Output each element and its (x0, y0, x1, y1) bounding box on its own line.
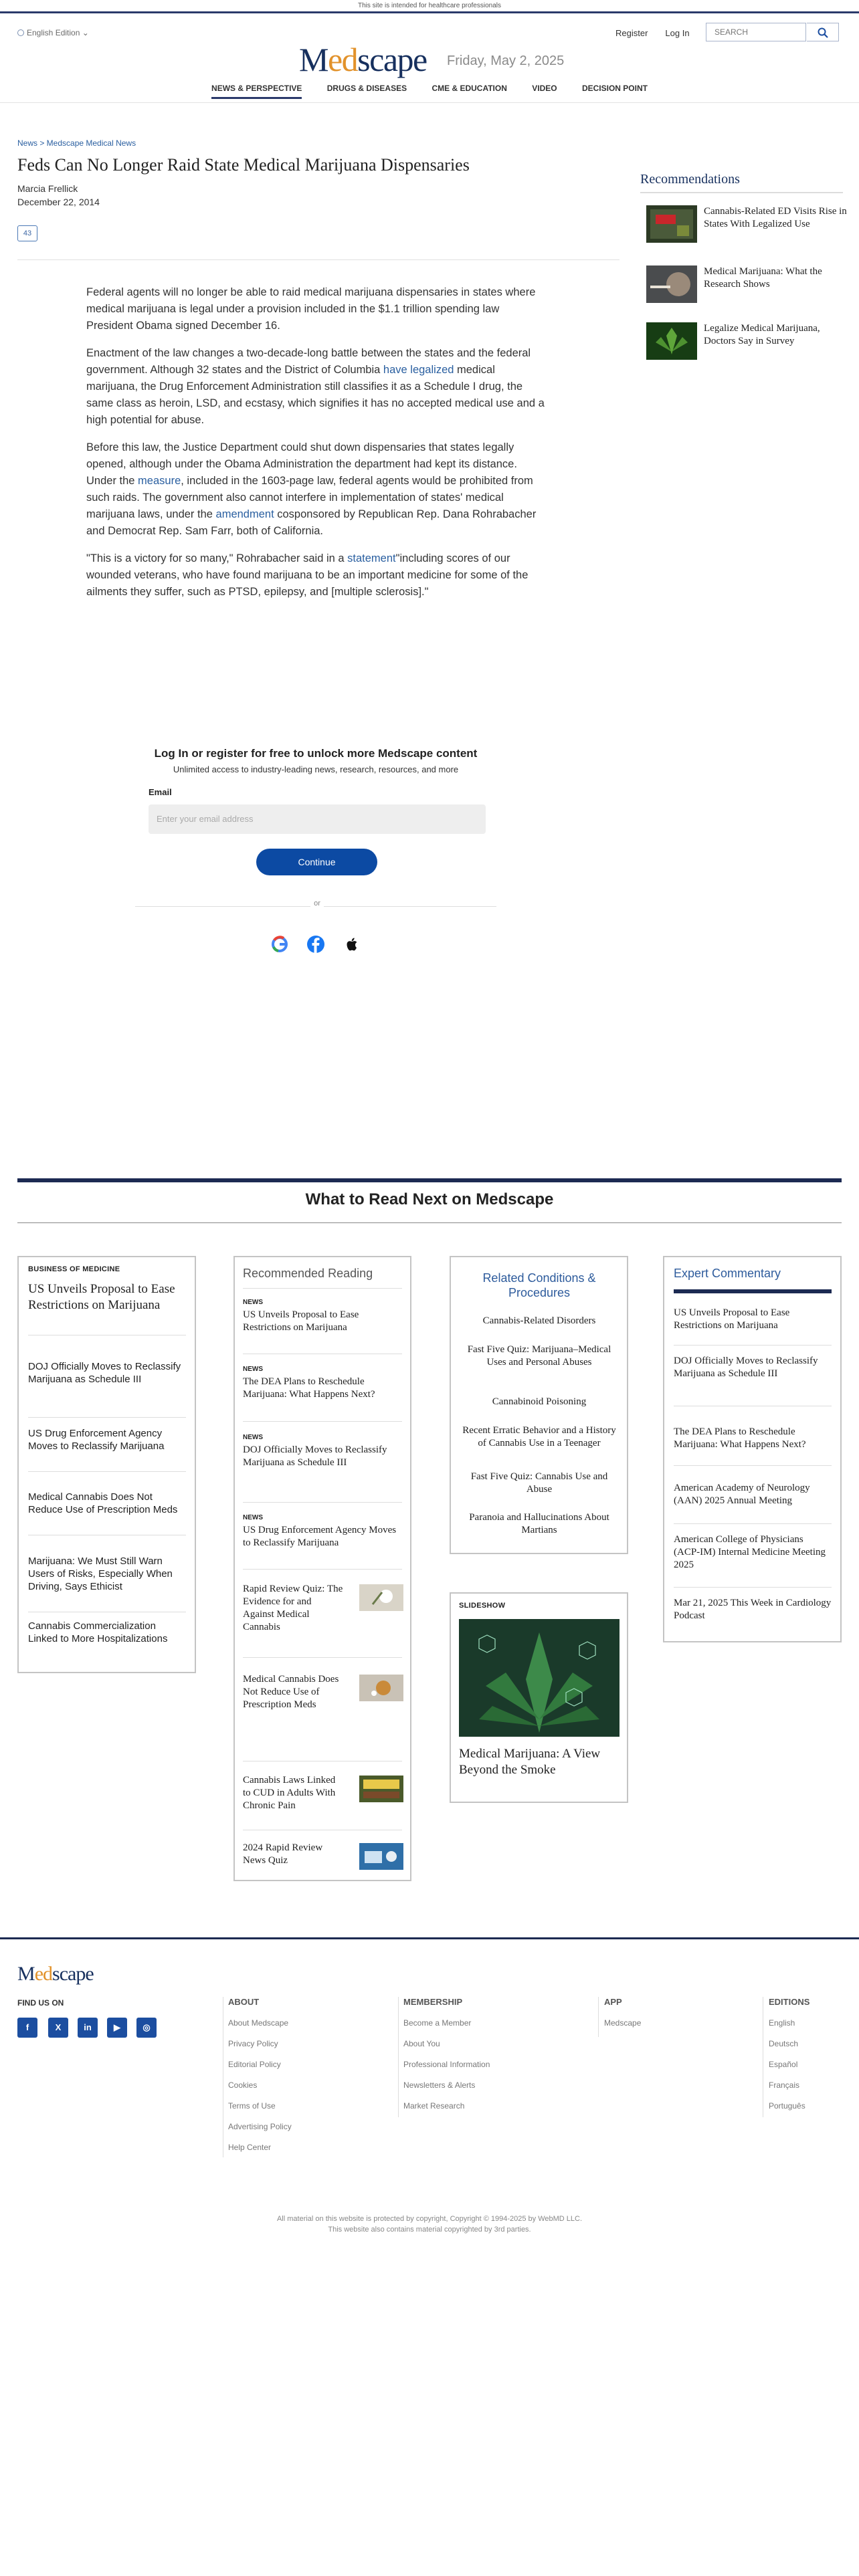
read-next-title: What to Read Next on Medscape (305, 1190, 554, 1208)
divider (640, 192, 843, 193)
divider (598, 1997, 599, 2037)
recommendation-title: Legalize Medical Marijuana, Doctors Say in Survey (704, 323, 820, 346)
email-label: Email (149, 787, 172, 797)
footer-link[interactable]: Português (769, 2101, 805, 2111)
header-date: Friday, May 2, 2025 (447, 53, 565, 68)
ed-sign-thumbnail (646, 205, 697, 243)
footer-link[interactable]: Terms of Use (228, 2101, 276, 2111)
recommendations-title: Recommendations (640, 172, 740, 187)
footer-link[interactable]: About Medscape (228, 2018, 289, 2028)
or-separator: or (310, 899, 324, 907)
recommended-reading-column (233, 1256, 411, 1881)
news-title: US Unveils Proposal to Ease Restrictions on Marijuana (243, 1309, 359, 1333)
copyright-line: All material on this website is protected by copyright, Copyright © 1994-2025 by WebMD LLC. (276, 2215, 583, 2223)
news-item[interactable] (243, 1514, 402, 1549)
edition-links (769, 2013, 805, 2117)
paragraph-4: "This is a victory for so many," Rohrabacher said in a statement"including scores of our wounded veterans, who have found marijuana to be an important medicine for some of the ailments they suffer, such as PTSD, epilepsy, and [multiple sclerosis]." (86, 552, 529, 598)
news-item[interactable] (243, 1434, 402, 1469)
copyright-line: This website also contains material copyrighted by 3rd parties. (328, 2226, 531, 2234)
nav-drugs[interactable]: DRUGS & DISEASES (326, 84, 407, 93)
statement-link[interactable]: statement (347, 552, 396, 564)
editions-heading: EDITIONS (769, 1997, 810, 2007)
nav-cme[interactable]: CME & EDUCATION (432, 84, 507, 93)
divider (674, 1465, 832, 1466)
commentary-link[interactable]: The DEA Plans to Reschedule Marijuana: What Happens Next? (674, 1426, 806, 1450)
about-links (228, 2013, 292, 2158)
divider (243, 1288, 402, 1289)
login-link[interactable]: Log In (665, 28, 690, 38)
news-title: US Drug Enforcement Agency Moves to Reclassify Marijuana (243, 1525, 397, 1548)
footer-link[interactable]: Professional Information (403, 2060, 490, 2069)
story-link[interactable]: US Drug Enforcement Agency Moves to Reclassify Marijuana (28, 1428, 165, 1452)
paywall-fade (67, 609, 575, 682)
footer-link[interactable]: Market Research (403, 2101, 465, 2111)
edition-selector[interactable] (17, 28, 89, 37)
condition-link[interactable]: Fast Five Quiz: Marijuana–Medical Uses and Personal Abuses (467, 1344, 611, 1368)
thumb-item[interactable] (243, 1673, 402, 1711)
footer-link[interactable]: Deutsch (769, 2039, 799, 2048)
paragraph-2: Enactment of the law changes a two-decade-long battle between the states and the federal government. Although 32 states and the District of Columbia have legalized medical marijuana, the Drug Enforcement Administration still classifies it as a Schedule I drug, the same class as heroin, LSD, and ecstasy, which signifies it has no accepted medical use and a high potential for abuse. (86, 347, 545, 426)
section-label: BUSINESS OF MEDICINE (28, 1265, 120, 1273)
continue-button[interactable]: Continue (256, 849, 377, 875)
commentary-link[interactable]: US Unveils Proposal to Ease Restrictions on Marijuana (674, 1307, 790, 1331)
news-tag: NEWS (243, 1434, 263, 1441)
news-tag: NEWS (243, 1366, 263, 1373)
divider (243, 1569, 402, 1570)
column-title: Recommended Reading (243, 1267, 373, 1280)
commentary-link[interactable]: American Academy of Neurology (AAN) 2025 Annual Meeting (674, 1483, 810, 1506)
thumb-title: Medical Cannabis Does Not Reduce Use of Prescription Meds (243, 1674, 339, 1710)
footer-link[interactable]: Advertising Policy (228, 2122, 292, 2131)
edition-label: English Edition (27, 28, 80, 37)
main-nav (0, 84, 859, 99)
footer-link[interactable]: Editorial Policy (228, 2060, 281, 2069)
smoking-thumbnail (646, 265, 697, 303)
amendment-link[interactable]: amendment (215, 508, 274, 520)
divider (243, 1502, 402, 1503)
condition-link[interactable]: Cannabis-Related Disorders (482, 1315, 596, 1326)
thumb-title: Cannabis Laws Linked to CUD in Adults With Chronic Pain (243, 1775, 336, 1811)
apple-icon[interactable] (343, 935, 361, 954)
app-heading: APP (604, 1997, 622, 2007)
nav-decision-point[interactable]: DECISION POINT (581, 84, 648, 93)
divider (243, 1421, 402, 1422)
globe-icon (17, 29, 24, 36)
measure-link[interactable]: measure (138, 475, 181, 487)
footer-link[interactable]: English (769, 2018, 795, 2028)
have-legalized-link[interactable]: have legalized (383, 364, 454, 376)
article-body (86, 284, 548, 611)
thumb-item[interactable] (243, 1774, 402, 1812)
search-input[interactable]: SEARCH (706, 23, 806, 41)
column-title: Expert Commentary (674, 1267, 781, 1280)
news-title: The DEA Plans to Reschedule Marijuana: What Happens Next? (243, 1376, 375, 1400)
article-author[interactable]: Marcia Frellick (17, 183, 78, 194)
email-field[interactable]: Enter your email address (149, 804, 486, 834)
login-heading: Log In or register for free to unlock more Medscape content (154, 747, 478, 760)
news-item[interactable] (243, 1366, 402, 1401)
x-icon[interactable]: X (48, 2018, 68, 2038)
news-title: DOJ Officially Moves to Reclassify Marijuana as Schedule III (243, 1444, 387, 1468)
site-header (0, 15, 859, 103)
divider (28, 1471, 186, 1472)
nav-news[interactable]: NEWS & PERSPECTIVE (211, 84, 302, 99)
login-gate (134, 747, 498, 774)
thumb-title: 2024 Rapid Review News Quiz (243, 1842, 323, 1866)
news-quiz-thumbnail (359, 1843, 403, 1870)
find-us-label: FIND US ON (17, 1998, 64, 2008)
footer-link[interactable]: Medscape (604, 2018, 642, 2028)
app-links (604, 2013, 641, 2034)
footer-link[interactable]: Español (769, 2060, 798, 2069)
divider (17, 1178, 842, 1182)
condition-link[interactable]: Paranoia and Hallucinations About Martians (469, 1512, 609, 1535)
story-link[interactable]: DOJ Officially Moves to Reclassify Marijuana as Schedule III (28, 1361, 181, 1385)
slideshow-title: Medical Marijuana: A View Beyond the Smoke (459, 1747, 601, 1777)
commentary-link[interactable]: Mar 21, 2025 This Week in Cardiology Podcast (674, 1598, 832, 1621)
footer-link[interactable]: Privacy Policy (228, 2039, 278, 2048)
hcp-notice: This site is intended for healthcare professionals (0, 0, 859, 13)
login-subheading: Unlimited access to industry-leading news, research, resources, and more (173, 764, 459, 774)
divider (17, 1222, 842, 1223)
search-icon (818, 27, 828, 38)
news-item[interactable] (243, 1299, 402, 1334)
divider (28, 1417, 186, 1418)
youtube-icon[interactable]: ▶ (107, 2018, 127, 2038)
story-link[interactable]: Marijuana: We Must Still Warn Users of Risks, Especially When Driving, Says Ethicist (28, 1555, 173, 1592)
instagram-icon[interactable]: ◎ (136, 2018, 157, 2038)
facebook-icon[interactable] (306, 935, 325, 954)
commentary-link[interactable]: DOJ Officially Moves to Reclassify Marijuana as Schedule III (674, 1356, 818, 1379)
news-tag: NEWS (243, 1514, 263, 1521)
article-title: Feds Can No Longer Raid State Medical Marijuana Dispensaries (17, 155, 470, 175)
footer-link[interactable]: Newsletters & Alerts (403, 2080, 476, 2090)
google-icon[interactable] (270, 935, 289, 954)
thumb-title: Rapid Review Quiz: The Evidence for and Against Medical Cannabis (243, 1584, 343, 1632)
footer-link[interactable]: Cookies (228, 2080, 258, 2090)
news-tag: NEWS (243, 1299, 263, 1306)
divider (674, 1523, 832, 1524)
paragraph-1: Federal agents will no longer be able to raid medical marijuana dispensaries in states where medical marijuana is legal under a provision included in the $1.1 trillion spending law President Obama signed December 16. (86, 286, 536, 332)
cannabis-shop-thumbnail (359, 1776, 403, 1802)
slideshow-image (459, 1619, 619, 1737)
footer-logo[interactable]: Medscape (17, 1963, 94, 1985)
divider (674, 1587, 832, 1588)
commentary-link[interactable]: American College of Physicians (ACP-IM) Internal Medicine Meeting 2025 (674, 1534, 826, 1570)
nav-video[interactable]: VIDEO (532, 84, 557, 93)
slideshow-label: SLIDESHOW (459, 1602, 506, 1610)
condition-link[interactable]: Cannabinoid Poisoning (492, 1396, 587, 1407)
quiz-thumbnail (359, 1584, 403, 1611)
footer-link[interactable]: Français (769, 2080, 800, 2090)
lead-story-link[interactable]: US Unveils Proposal to Ease Restrictions on Marijuana (28, 1282, 175, 1312)
footer-link[interactable]: About You (403, 2039, 440, 2048)
story-link[interactable]: Medical Cannabis Does Not Reduce Use of Prescription Meds (28, 1491, 178, 1515)
comments-count-button[interactable]: 43 (17, 225, 37, 241)
linkedin-icon[interactable]: in (78, 2018, 98, 2038)
article-date: December 22, 2014 (17, 197, 100, 207)
thumb-item[interactable] (243, 1583, 402, 1634)
expert-commentary-column (663, 1256, 842, 1642)
register-link[interactable]: Register (615, 28, 648, 38)
thumb-item[interactable] (243, 1842, 402, 1867)
recommendation-title: Cannabis-Related ED Visits Rise in States With Legalized Use (704, 206, 847, 229)
related-conditions-column (450, 1256, 628, 1554)
membership-heading: MEMBERSHIP (403, 1997, 463, 2007)
divider (398, 1997, 399, 2117)
divider (674, 1289, 832, 1293)
breadcrumb[interactable]: News > Medscape Medical News (17, 138, 136, 148)
footer-link[interactable]: Become a Member (403, 2018, 472, 2028)
medscape-logo[interactable]: Medscape (299, 41, 427, 78)
story-link[interactable]: Cannabis Commercialization Linked to More Hospitalizations (28, 1620, 168, 1644)
facebook-icon[interactable]: f (17, 2018, 37, 2038)
search-button[interactable] (807, 23, 839, 41)
slideshow-card[interactable] (450, 1592, 628, 1803)
copyright (0, 2214, 859, 2235)
chevron-down-icon: ⌄ (82, 28, 89, 37)
condition-link[interactable]: Recent Erratic Behavior and a History of Cannabis Use in a Teenager (462, 1425, 616, 1448)
divider (17, 259, 619, 260)
condition-link[interactable]: Fast Five Quiz: Cannabis Use and Abuse (470, 1471, 608, 1495)
divider (243, 1657, 402, 1658)
recommendation-title: Medical Marijuana: What the Research Shows (704, 266, 822, 290)
pills-thumbnail (359, 1675, 403, 1701)
footer-divider (0, 1937, 859, 1939)
column-title: Related Conditions & Procedures (482, 1271, 596, 1299)
footer-link[interactable]: Help Center (228, 2143, 272, 2152)
divider (674, 1345, 832, 1346)
membership-links (403, 2013, 490, 2117)
about-heading: ABOUT (228, 1997, 260, 2007)
cannabis-leaf-thumbnail (646, 322, 697, 360)
paragraph-3: Before this law, the Justice Department could shut down dispensaries that states legally opened, although under the Obama Administration the department had kept its distance. Under the measure, included in the 1603-page law, federal agents would be prohibited from such raids. The government also cannot interfere in implementation of states' medical marijuana laws, under the amendment cosponsored by Republican Rep. Dana Rohrabacher and Democrat Rep. Sam Farr, both of California. (86, 441, 537, 537)
business-of-medicine-column (17, 1256, 196, 1673)
